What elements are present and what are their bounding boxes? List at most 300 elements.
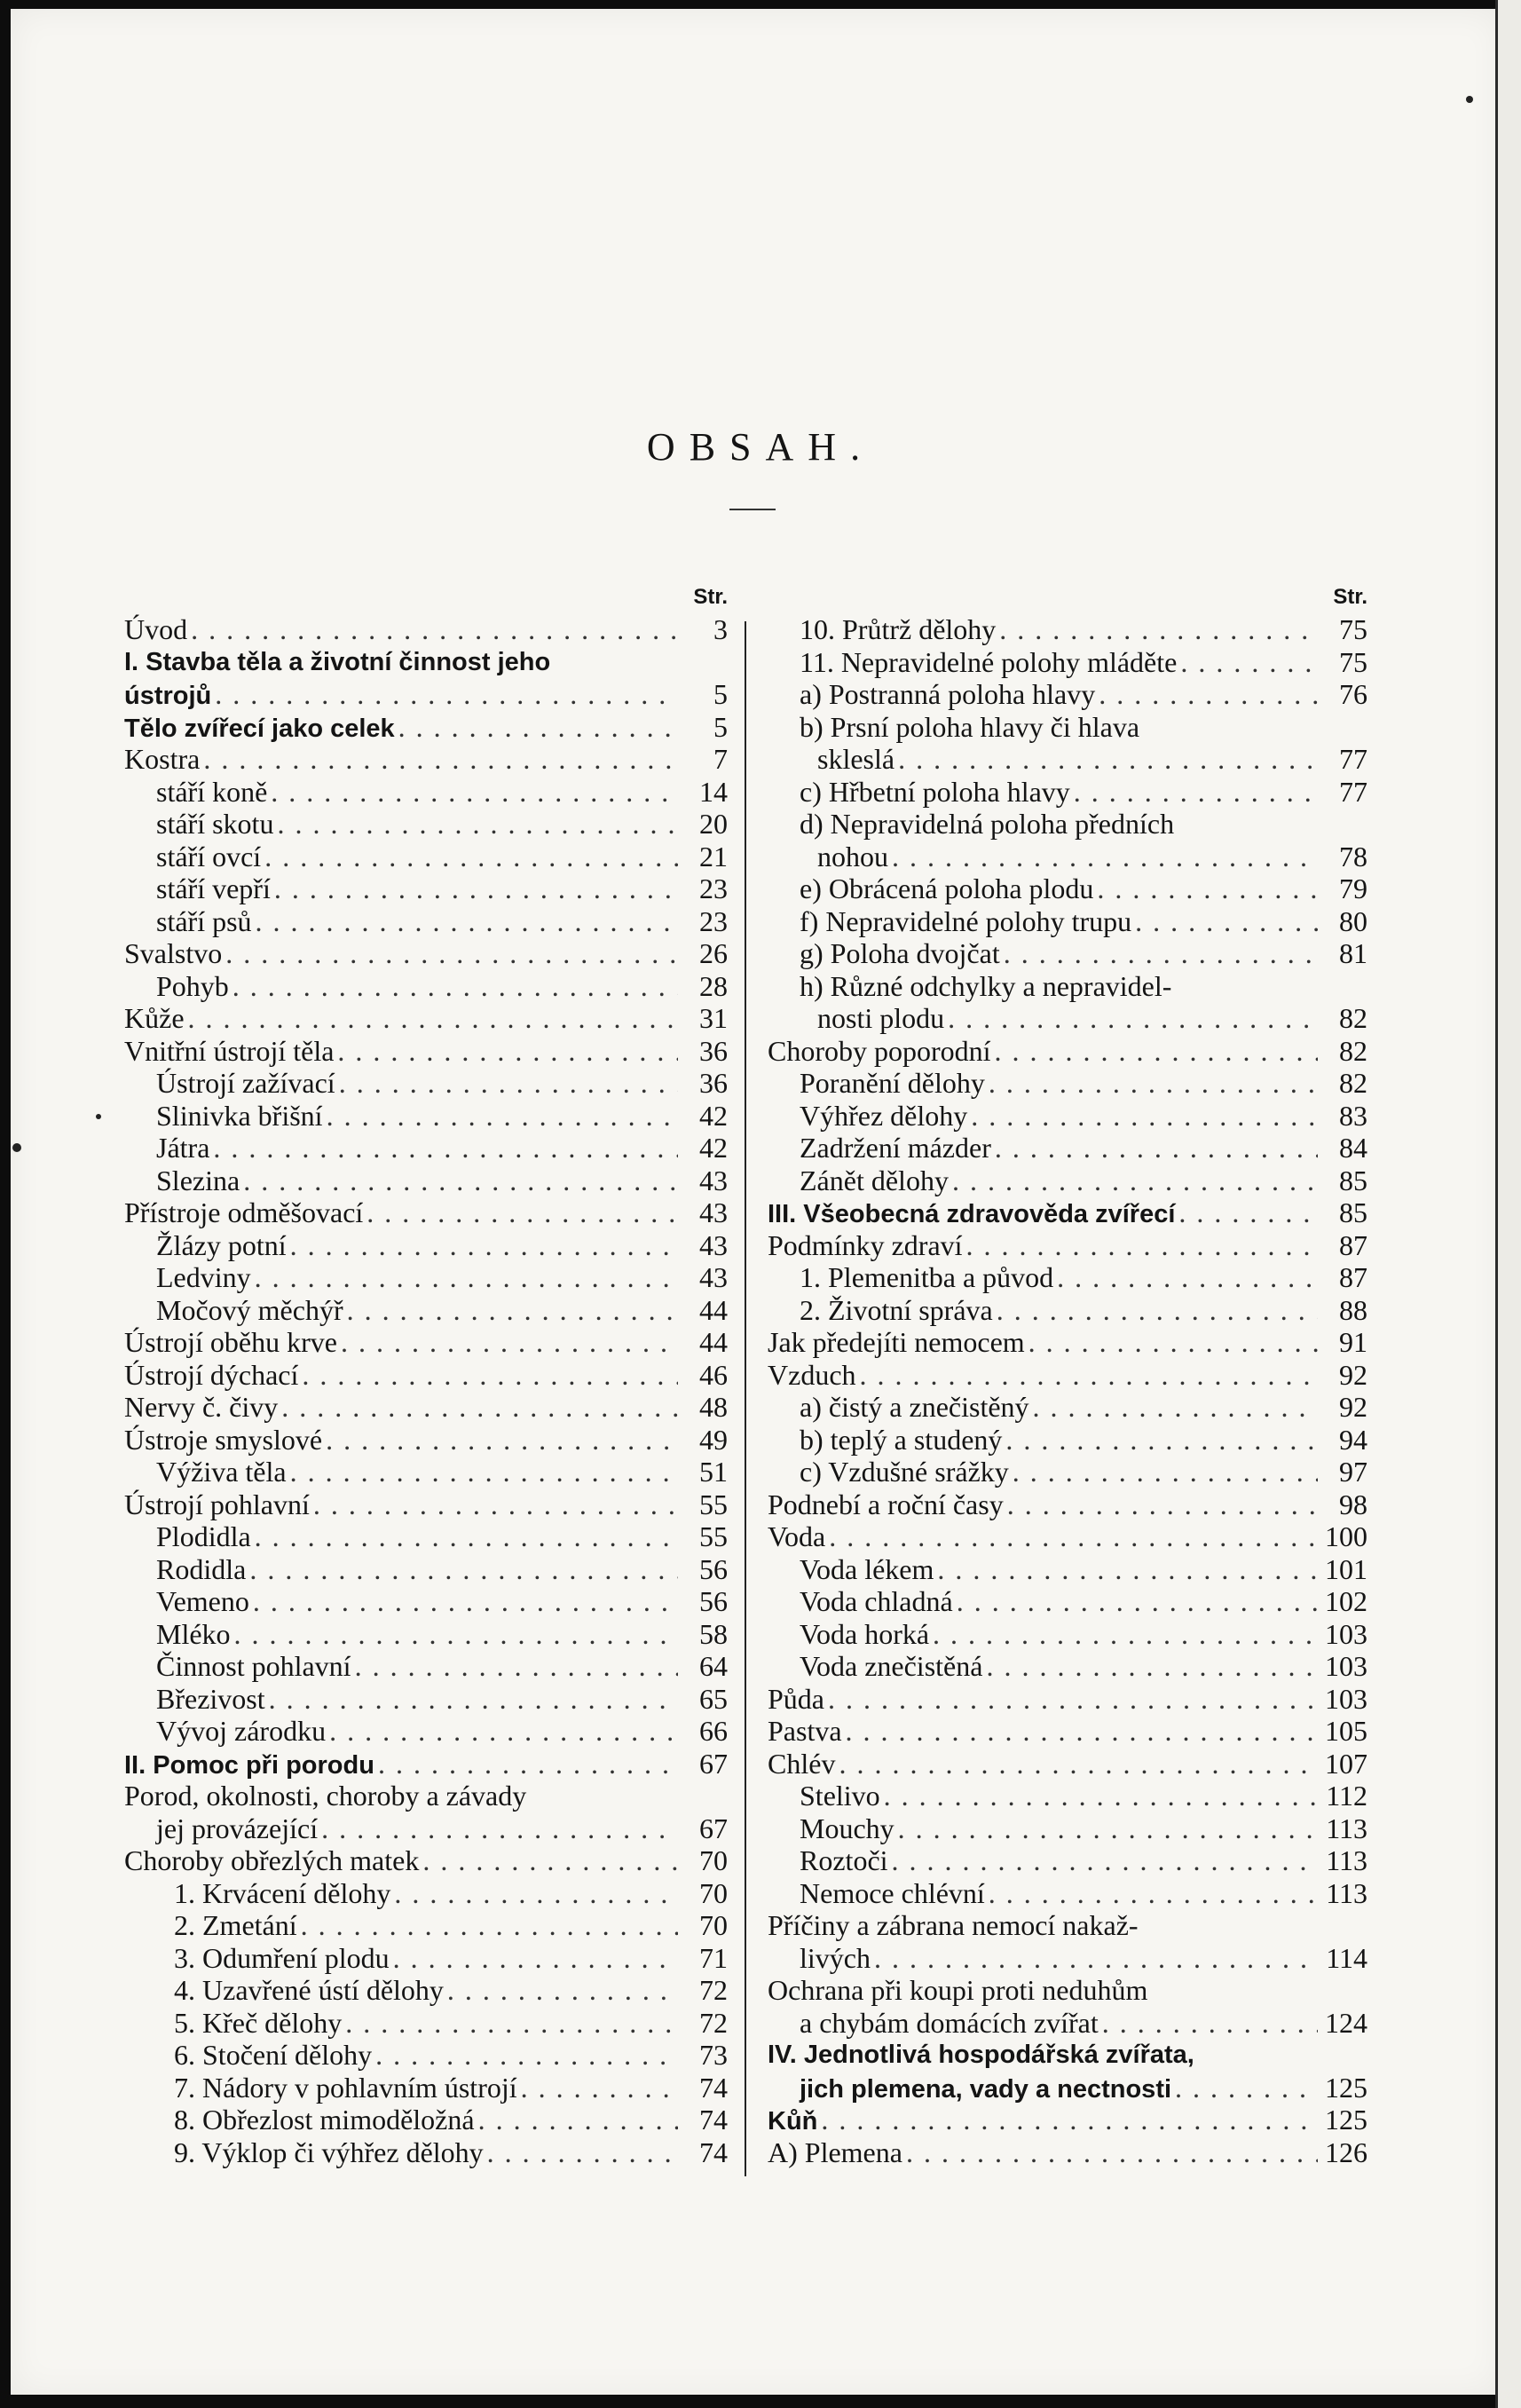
toc-entry-title: 6. Stočení dělohy — [174, 2039, 373, 2071]
toc-entry-title: h) Různé odchylky a nepravidel- — [800, 969, 1172, 1002]
toc-entry-title: Výhřez dělohy — [800, 1099, 968, 1132]
toc-entry-page: 88 — [1339, 1293, 1367, 1326]
toc-entry-page: 125 — [1325, 2071, 1367, 2104]
toc-entry — [124, 872, 728, 905]
toc-entry — [768, 1002, 1367, 1035]
toc-entry — [124, 1002, 728, 1035]
toc-entry-page: 74 — [699, 2136, 728, 2168]
toc-entry-title: Ústrojí pohlavní — [124, 1488, 310, 1520]
dot-leader — [1097, 872, 1318, 905]
toc-entry — [124, 1780, 728, 1812]
toc-list-left — [124, 613, 728, 2168]
toc-entry-page: 70 — [699, 1844, 728, 1876]
toc-entry — [124, 1359, 728, 1392]
toc-entry-title: Rodidla — [156, 1552, 247, 1585]
dot-leader — [215, 678, 678, 711]
toc-entry-page: 72 — [699, 1974, 728, 2006]
dot-leader — [828, 1683, 1318, 1716]
toc-entry-page: 23 — [699, 872, 728, 904]
toc-entry-title: c) Vzdušné srážky — [800, 1456, 1009, 1488]
dot-leader — [829, 1520, 1318, 1553]
toc-entry — [124, 970, 728, 1003]
toc-entry — [124, 2072, 728, 2104]
dot-leader — [1178, 1196, 1318, 1229]
toc-entry-title: 9. Výklop či výhřez dělohy — [174, 2136, 484, 2168]
toc-entry-page: 92 — [1339, 1358, 1367, 1391]
dot-leader — [1135, 905, 1318, 938]
toc-entry — [768, 1261, 1367, 1294]
toc-entry — [124, 1909, 728, 1942]
toc-entry-title: Úvod — [124, 613, 188, 645]
toc-entry — [124, 1877, 728, 1910]
toc-entry-page: 55 — [699, 1520, 728, 1552]
speck — [96, 1114, 101, 1119]
toc-entry-title: Choroby poporodní — [768, 1034, 991, 1067]
toc-entry-page: 82 — [1339, 1002, 1367, 1034]
toc-entry — [124, 743, 728, 776]
dot-leader — [933, 1618, 1318, 1651]
dot-leader — [937, 1553, 1318, 1586]
toc-entry-title: nohou — [817, 840, 888, 872]
toc-entry — [124, 2007, 728, 2040]
toc-entry-page: 125 — [1325, 2104, 1367, 2136]
toc-entry-page: 126 — [1325, 2136, 1367, 2168]
dot-leader — [995, 1132, 1318, 1165]
toc-entry — [124, 2136, 728, 2169]
toc-entry-page: 55 — [699, 1488, 728, 1520]
toc-entry — [768, 1585, 1367, 1618]
dot-leader — [255, 1261, 678, 1294]
toc-entry-title: Vzduch — [768, 1358, 856, 1391]
dot-leader — [232, 970, 678, 1003]
dot-leader — [249, 1553, 678, 1586]
toc-entry — [768, 711, 1367, 744]
dot-leader — [290, 1456, 678, 1488]
toc-entry-title: 11. Nepravidelné polohy mláděte — [800, 645, 1178, 678]
dot-leader — [203, 743, 678, 776]
toc-entry-page: 21 — [699, 840, 728, 872]
dot-leader — [274, 872, 678, 905]
toc-entry-title: 2. Zmetání — [174, 1909, 297, 1941]
toc-entry-page: 70 — [699, 1909, 728, 1941]
toc-entry-title: Voda chladná — [800, 1585, 953, 1617]
toc-entry-page: 75 — [1339, 613, 1367, 645]
toc-entry-page: 66 — [699, 1715, 728, 1747]
dot-leader — [281, 1391, 678, 1424]
toc-entry-title: stáří vepří — [156, 872, 271, 904]
toc-entry — [768, 937, 1367, 970]
dot-leader — [487, 2136, 678, 2169]
dot-leader — [989, 1067, 1318, 1100]
toc-entry-title: II. Pomoc při porodu — [124, 1750, 374, 1780]
toc-entry — [768, 1877, 1367, 1910]
toc-entry-title: IV. Jednotlivá hospodářská zvířata, — [768, 2041, 1194, 2069]
toc-entry-title: g) Poloha dvojčat — [800, 937, 1000, 969]
toc-entry-title: Nemoce chlévní — [800, 1876, 985, 1909]
speck — [12, 1143, 21, 1152]
dot-leader — [995, 1035, 1318, 1068]
dot-leader — [188, 1002, 678, 1035]
toc-entry-page: 70 — [699, 1876, 728, 1909]
speck — [1466, 96, 1473, 103]
toc-entry — [768, 1132, 1367, 1165]
toc-entry-title: Slezina — [156, 1164, 240, 1196]
toc-entry-title: Mouchy — [800, 1812, 894, 1844]
toc-entry-title: Jak předejíti nemocem — [768, 1326, 1025, 1358]
toc-entry-title: Kostra — [124, 743, 201, 775]
toc-entry-title: Ústrojí oběhu krve — [124, 1326, 337, 1358]
toc-entry — [124, 1974, 728, 2007]
toc-column-right — [768, 581, 1367, 2168]
dot-leader — [478, 2104, 678, 2136]
dot-leader — [1175, 2072, 1318, 2104]
toc-entry-title: Porod, okolnosti, choroby a závady — [124, 1780, 527, 1812]
toc-entry — [124, 1748, 728, 1780]
toc-entry — [768, 2072, 1367, 2104]
toc-entry — [124, 2104, 728, 2136]
toc-entry-page: 7 — [713, 743, 728, 775]
toc-entry-page: 87 — [1339, 1261, 1367, 1293]
toc-entry — [124, 1067, 728, 1100]
toc-entry-title: Choroby obřezlých matek — [124, 1844, 420, 1876]
toc-entry — [768, 2104, 1367, 2136]
dot-leader — [355, 1650, 678, 1683]
toc-entry-page: 48 — [699, 1391, 728, 1423]
toc-entry-page: 42 — [699, 1132, 728, 1164]
toc-entry-title: Močový měchýř — [156, 1293, 343, 1326]
toc-entry — [768, 1844, 1367, 1877]
toc-entry-title: Voda — [768, 1520, 826, 1552]
toc-entry-page: 31 — [699, 1002, 728, 1034]
toc-entry-title: a) čistý a znečistěný — [800, 1391, 1029, 1423]
toc-entry — [768, 2039, 1367, 2072]
toc-entry-page: 74 — [699, 2104, 728, 2136]
toc-entry-title: skleslá — [817, 743, 895, 775]
toc-entry-page: 43 — [699, 1228, 728, 1261]
toc-entry-page: 43 — [699, 1261, 728, 1293]
toc-entry-title: Zadržení mázder — [800, 1132, 991, 1164]
toc-entry — [768, 1553, 1367, 1586]
toc-entry-title: Přístroje odměšovací — [124, 1196, 364, 1228]
toc-entry-title: d) Nepravidelná poloha předních — [800, 808, 1175, 840]
toc-entry-title: Slinivka břišní — [156, 1099, 323, 1132]
toc-entry-page: 56 — [699, 1552, 728, 1585]
toc-entry — [124, 646, 728, 679]
toc-entry — [768, 646, 1367, 679]
dot-leader — [1180, 646, 1318, 679]
toc-entry-title: Voda lékem — [800, 1552, 934, 1585]
toc-entry — [124, 2039, 728, 2072]
toc-entry-title: Nervy č. čivy — [124, 1391, 279, 1423]
toc-entry-page: 26 — [699, 937, 728, 969]
toc-entry-title: Žlázy potní — [156, 1228, 287, 1261]
toc-entry — [124, 1683, 728, 1716]
dot-leader — [394, 1877, 678, 1910]
toc-entry — [768, 1196, 1367, 1229]
toc-entry — [124, 1488, 728, 1521]
dot-leader — [302, 1359, 678, 1392]
toc-entry-page: 77 — [1339, 775, 1367, 808]
toc-entry-page: 101 — [1325, 1552, 1367, 1585]
dot-leader — [313, 1488, 678, 1521]
toc-entry — [768, 678, 1367, 711]
toc-entry-page: 107 — [1325, 1747, 1367, 1780]
toc-entry-page: 36 — [699, 1034, 728, 1067]
toc-entry-page: 42 — [699, 1099, 728, 1132]
toc-entry — [124, 937, 728, 970]
dot-leader — [398, 711, 678, 744]
toc-entry-title: Voda znečistěná — [800, 1650, 983, 1682]
page-column-header: Str. — [1333, 585, 1367, 609]
toc-entry — [768, 1165, 1367, 1197]
toc-entry — [768, 2136, 1367, 2169]
dot-leader — [277, 808, 678, 841]
toc-entry-title: Činnost pohlavní — [156, 1650, 351, 1682]
dot-leader — [957, 1585, 1318, 1618]
toc-entry — [768, 1683, 1367, 1716]
toc-entry — [768, 1229, 1367, 1262]
dot-leader — [329, 1715, 678, 1748]
dot-leader — [341, 1326, 678, 1359]
toc-entry — [768, 1748, 1367, 1780]
toc-entry — [768, 1456, 1367, 1488]
toc-entry — [124, 841, 728, 873]
dot-leader — [1028, 1326, 1318, 1359]
dot-leader — [225, 937, 678, 970]
toc-entry-title: I. Stavba těla a životní činnost jeho — [124, 647, 551, 676]
dot-leader — [874, 1942, 1318, 1975]
toc-entry-page: 73 — [699, 2039, 728, 2071]
dot-leader — [345, 2007, 678, 2040]
dot-leader — [1033, 1391, 1318, 1424]
toc-entry-title: 10. Průtrž dělohy — [800, 613, 997, 645]
toc-entry-page: 83 — [1339, 1099, 1367, 1132]
toc-entry-page: 36 — [699, 1067, 728, 1099]
toc-entry-title: 8. Obřezlost mimoděložná — [174, 2104, 475, 2136]
toc-entry-page: 51 — [699, 1456, 728, 1488]
title-rule — [729, 509, 776, 510]
toc-entry-title: A) Plemena — [768, 2136, 902, 2168]
toc-entry — [124, 808, 728, 841]
toc-entry-page: 82 — [1339, 1034, 1367, 1067]
toc-entry-title: a) Postranná poloha hlavy — [800, 678, 1096, 710]
toc-entry-page: 85 — [1339, 1164, 1367, 1196]
toc-entry — [124, 613, 728, 646]
toc-entry-title: Kůže — [124, 1002, 185, 1034]
dot-leader — [290, 1229, 678, 1262]
toc-entry-title: 2. Životní správa — [800, 1293, 993, 1326]
page-column-header: Str. — [693, 585, 728, 609]
toc-entry-page: 23 — [699, 904, 728, 937]
toc-entry-page: 5 — [713, 678, 728, 710]
toc-entry — [124, 1261, 728, 1294]
toc-entry-page: 5 — [713, 710, 728, 743]
toc-column-left — [124, 581, 728, 2168]
toc-entry-title: Poranění dělohy — [800, 1067, 985, 1099]
toc-entry-title: Stelivo — [800, 1780, 880, 1812]
toc-entry-title: 5. Křeč dělohy — [174, 2006, 343, 2039]
dot-leader — [892, 1844, 1318, 1877]
dot-leader — [393, 1942, 678, 1975]
toc-entry — [124, 1520, 728, 1553]
toc-entry-title: Plodidla — [156, 1520, 251, 1552]
toc-entry — [124, 1715, 728, 1748]
toc-entry — [124, 1585, 728, 1618]
dot-leader — [301, 1909, 678, 1942]
toc-entry — [768, 905, 1367, 938]
toc-entry-page: 14 — [699, 775, 728, 808]
dot-leader — [860, 1359, 1318, 1392]
dot-leader — [253, 1585, 678, 1618]
toc-entry — [124, 1618, 728, 1651]
toc-entry-page: 77 — [1339, 743, 1367, 775]
toc-entry-title: Pohyb — [156, 969, 229, 1002]
dot-leader — [521, 2072, 678, 2104]
toc-entry-title: Podmínky zdraví — [768, 1228, 963, 1261]
toc-entry-page: 114 — [1326, 1941, 1367, 1974]
toc-entry-title: stáří koně — [156, 775, 268, 808]
toc-entry — [768, 1100, 1367, 1133]
toc-entry-page: 71 — [699, 1941, 728, 1974]
toc-entry-title: e) Obrácená poloha plodu — [800, 872, 1094, 904]
toc-entry-title: Pastva — [768, 1715, 842, 1747]
toc-entry-title: 7. Nádory v pohlavním ústrojí — [174, 2071, 517, 2104]
toc-entry — [768, 1067, 1367, 1100]
toc-entry-page: 87 — [1339, 1228, 1367, 1261]
toc-entry — [768, 970, 1367, 1003]
dot-leader — [846, 1715, 1318, 1748]
toc-entry-page: 94 — [1339, 1423, 1367, 1456]
toc-entry-title: III. Všeobecná zdravověda zvířecí — [768, 1200, 1176, 1228]
toc-entry-page: 82 — [1339, 1067, 1367, 1099]
toc-entry-title: 1. Plemenitba a původ — [800, 1261, 1054, 1293]
toc-entry-page: 72 — [699, 2006, 728, 2039]
toc-entry-page: 44 — [699, 1293, 728, 1326]
toc-entry-title: 1. Krvácení dělohy — [174, 1876, 391, 1909]
toc-entry-page: 105 — [1325, 1715, 1367, 1747]
toc-entry-title: jej provázející — [156, 1812, 319, 1844]
dot-leader — [1099, 678, 1318, 711]
toc-entry-page: 65 — [699, 1682, 728, 1715]
toc-entry-page: 64 — [699, 1650, 728, 1682]
toc-entry-page: 103 — [1325, 1650, 1367, 1682]
dot-leader — [375, 2039, 678, 2072]
toc-entry-title: stáří psů — [156, 904, 252, 937]
toc-entry-page: 79 — [1339, 872, 1367, 904]
toc-entry-title: Vemeno — [156, 1585, 249, 1617]
dot-leader — [952, 1165, 1318, 1197]
toc-entry — [768, 1942, 1367, 1975]
toc-entry — [768, 1520, 1367, 1553]
toc-entry-page: 85 — [1339, 1196, 1367, 1228]
toc-entry — [768, 1812, 1367, 1845]
dot-leader — [892, 841, 1318, 873]
toc-entry-title: 4. Uzavřené ústí dělohy — [174, 1974, 444, 2006]
toc-entry-page: 100 — [1325, 1520, 1367, 1552]
dot-leader — [989, 1877, 1318, 1910]
dot-leader — [1005, 1424, 1318, 1457]
toc-entry-page: 80 — [1339, 904, 1367, 937]
toc-entry-title: Podnebí a roční časy — [768, 1488, 1004, 1520]
dot-leader — [243, 1165, 678, 1197]
dot-leader — [997, 1294, 1318, 1327]
toc-entry — [768, 1909, 1367, 1942]
dot-leader — [966, 1229, 1318, 1262]
toc-entry-page: 91 — [1339, 1326, 1367, 1358]
dot-leader — [327, 1100, 678, 1133]
toc-entry-title: b) Prsní poloha hlavy či hlava — [800, 710, 1140, 743]
toc-entry — [124, 711, 728, 744]
toc-entry — [124, 1424, 728, 1457]
dot-leader — [1102, 2007, 1318, 2040]
toc-entry-page: 67 — [699, 1747, 728, 1780]
toc-entry-title: ústrojů — [124, 682, 212, 710]
dot-leader — [1057, 1261, 1318, 1294]
toc-entry-page: 74 — [699, 2071, 728, 2104]
toc-entry-title: Voda horká — [800, 1617, 930, 1650]
toc-entry — [768, 1618, 1367, 1651]
toc-entry-page: 103 — [1325, 1682, 1367, 1715]
toc-entry — [124, 1553, 728, 1586]
toc-entry — [124, 1326, 728, 1359]
dot-leader — [339, 1067, 678, 1100]
toc-entry-title: jich plemena, vady a nectnosti — [800, 2074, 1172, 2104]
toc-entry-title: Svalstvo — [124, 937, 223, 969]
toc-entry-title: stáří skotu — [156, 808, 274, 840]
toc-entry-title: Březivost — [156, 1682, 265, 1715]
toc-entry-title: livých — [800, 1941, 871, 1974]
dot-leader — [347, 1294, 678, 1327]
toc-entry — [124, 1456, 728, 1488]
toc-entry — [124, 1942, 728, 1975]
dot-leader — [898, 743, 1318, 776]
toc-entry-page: 124 — [1325, 2006, 1367, 2039]
toc-entry — [768, 1391, 1367, 1424]
toc-entry-title: 3. Odumření plodu — [174, 1941, 390, 1974]
toc-entry-page: 84 — [1339, 1132, 1367, 1164]
toc-entry-title: Ústroje smyslové — [124, 1423, 323, 1456]
toc-entry-page: 97 — [1339, 1456, 1367, 1488]
toc-entry-title: Vnitřní ústrojí těla — [124, 1034, 335, 1067]
dot-leader — [269, 1683, 678, 1716]
toc-entry — [124, 1132, 728, 1165]
toc-entry — [768, 808, 1367, 841]
toc-entry-title: f) Nepravidelné polohy trupu — [800, 904, 1132, 937]
dot-leader — [999, 613, 1318, 646]
dot-leader — [422, 1844, 678, 1877]
toc-entry — [124, 1196, 728, 1229]
dot-leader — [271, 776, 678, 809]
toc-entry — [768, 1780, 1367, 1812]
toc-entry-title: stáří ovcí — [156, 840, 262, 872]
toc-entry — [124, 1100, 728, 1133]
toc-entry-page: 49 — [699, 1423, 728, 1456]
toc-entry-title: Ústrojí dýchací — [124, 1358, 299, 1391]
toc-entry-page: 46 — [699, 1358, 728, 1391]
toc-entry — [124, 1035, 728, 1068]
toc-entry-page: 76 — [1339, 678, 1367, 710]
dot-leader — [1074, 776, 1318, 809]
toc-entry-page: 113 — [1326, 1844, 1367, 1876]
toc-entry-page: 112 — [1326, 1780, 1367, 1812]
toc-entry-page: 92 — [1339, 1391, 1367, 1423]
toc-entry-title: Půda — [768, 1682, 824, 1715]
toc-entry — [768, 743, 1367, 776]
toc-entry-title: Ústrojí zažívací — [156, 1067, 335, 1099]
toc-entry-title: Ledviny — [156, 1261, 251, 1293]
dot-leader — [948, 1002, 1318, 1035]
toc-entry — [768, 1974, 1367, 2007]
